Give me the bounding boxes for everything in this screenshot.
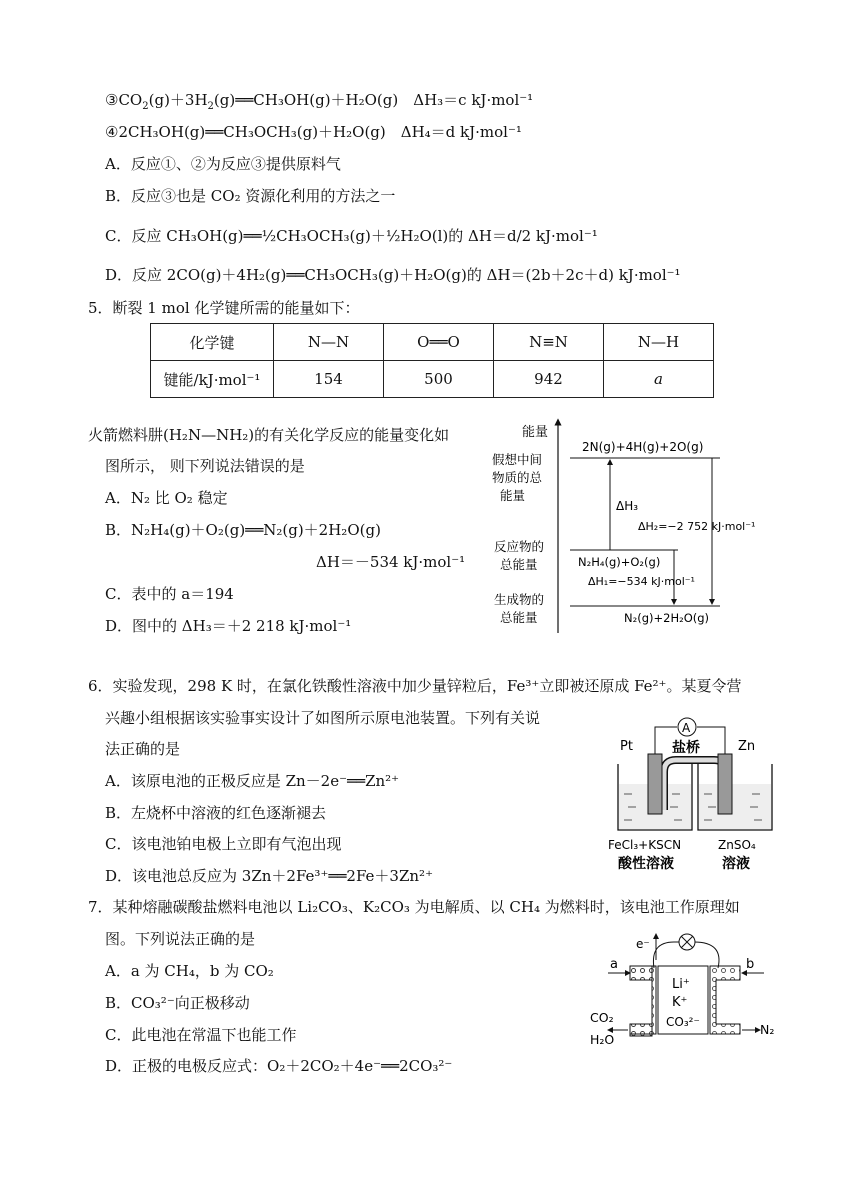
energy-axis-label: 能量 (522, 425, 549, 440)
cathode (710, 966, 740, 1034)
output-co2-label: CO₂ (590, 1010, 614, 1025)
q6-option-a: A．该原电池的正极反应是 Zn－2e⁻══Zn²⁺ (105, 772, 400, 790)
electron-label: e⁻ (636, 937, 650, 951)
external-wire-left (653, 942, 684, 968)
q5-option-b-dh: ΔH＝－534 kJ·mol⁻¹ (316, 553, 466, 571)
table-header-cell: N—N (274, 324, 384, 361)
table-cell: 500 (384, 361, 494, 398)
q5-option-d: D．图中的 ΔH₃＝＋2 218 kJ·mol⁻¹ (105, 617, 352, 635)
ion-li-label: Li⁺ (672, 977, 690, 992)
left-electrode-label: Pt (620, 739, 633, 754)
equation-3: $③CO_2(g)+3H_2(g)══CH_3OH(g)+H_2O(g)$ ΔH₃＝c kJ·mol⁻¹ (105, 91, 534, 112)
input-b-label: b (746, 957, 755, 972)
q5-option-a: A．N₂ 比 O₂ 稳定 (105, 489, 228, 507)
table-cell: 键能/kJ·mol⁻¹ (151, 361, 274, 398)
q5-option-b: B．N₂H₄(g)＋O₂(g)══N₂(g)＋2H₂O(g) (105, 521, 381, 539)
q7-option-d: D．正极的电极反应式：O₂＋2CO₂＋4e⁻══2CO₃²⁻ (105, 1057, 453, 1075)
pt-electrode (648, 754, 662, 814)
table-cell: 154 (274, 361, 384, 398)
mid-level-label-line2: 总能量 (500, 557, 538, 572)
q6-option-d: D．该电池总反应为 3Zn＋2Fe³⁺══2Fe＋3Zn²⁺ (105, 867, 433, 885)
q7-stem-line2: 图。下列说法正确的是 (105, 930, 256, 948)
right-electrode-label: Zn (738, 739, 756, 754)
top-level-label-line1: 假想中间 (492, 452, 543, 467)
bottom-level-label-line1: 生成物的 (494, 592, 545, 607)
energy-level-diagram (488, 418, 788, 638)
ammeter-label: A (682, 721, 691, 735)
top-level-label-line3: 能量 (500, 488, 526, 503)
top-level-species: 2N(g)+4H(g)+2O(g) (582, 440, 704, 454)
q6-stem-line3: 法正确的是 (105, 740, 181, 758)
input-a-label: a (610, 957, 618, 972)
q5-text-line2: 图所示， 则下列说法错误的是 (105, 457, 305, 475)
dh1-label: ΔH₁=−534 kJ·mol⁻¹ (588, 575, 695, 588)
zn-electrode (718, 754, 732, 814)
anode-outlet (630, 1024, 652, 1036)
table-row (151, 361, 714, 398)
q4-option-d: D．反应 2CO(g)＋4H₂(g)══CH₃OCH₃(g)＋H₂O(g)的 ΔH＝(2b＋2c＋d) kJ·mol⁻¹ (105, 266, 681, 284)
dh2-label: ΔH₂=−2 752 kJ·mol⁻¹ (638, 520, 756, 533)
q5-option-c: C．表中的 a＝194 (105, 585, 234, 603)
q4-option-c: C．反应 CH₃OH(g)══½CH₃OCH₃(g)＋½H₂O(l)的 ΔH＝d/2 kJ·mol⁻¹ (105, 227, 598, 245)
bottom-level-species: N₂(g)+2H₂O(g) (624, 611, 710, 625)
ion-carbonate-label: CO₃²⁻ (666, 1015, 700, 1029)
q6-option-b: B．左烧杯中溶液的红色逐渐褪去 (105, 804, 327, 822)
table-header-cell: O══O (384, 324, 494, 361)
q6-option-c: C．该电池铂电极上立即有气泡出现 (105, 835, 342, 853)
output-n2-label: N₂ (760, 1022, 775, 1037)
q7-option-b: B．CO₃²⁻向正极移动 (105, 994, 250, 1012)
q6-stem-line2: 兴趣小组根据该实验事实设计了如图所示原电池装置。下列有关说 (105, 709, 541, 727)
equation-4: ④2CH₃OH(g)══CH₃OCH₃(g)＋H₂O(g) ΔH₄＝d kJ·mol⁻¹ (105, 123, 522, 141)
galvanic-cell-diagram (600, 712, 790, 874)
q4-option-a: A．反应①、②为反应③提供原料气 (105, 155, 341, 173)
wire-right (697, 727, 725, 754)
right-solution-label-2: 溶液 (722, 856, 750, 872)
bond-energy-table (150, 323, 714, 398)
table-cell: a (604, 361, 714, 398)
right-solution-label-1: ZnSO₄ (718, 838, 756, 852)
top-level-label-line2: 物质的总 (492, 470, 543, 485)
table-header-cell: 化学键 (151, 324, 274, 361)
mid-level-species: N₂H₄(g)+O₂(g) (578, 555, 661, 569)
fuel-cell-diagram (584, 930, 780, 1052)
q7-option-c: C．此电池在常温下也能工作 (105, 1026, 297, 1044)
q4-option-b: B．反应③也是 CO₂ 资源化利用的方法之一 (105, 187, 396, 205)
table-header-cell: N≡N (494, 324, 604, 361)
external-wire-right (694, 942, 719, 968)
table-header-row (151, 324, 714, 361)
left-solution-label-1: FeCl₃+KSCN (608, 838, 682, 852)
bottom-level-label-line2: 总能量 (500, 610, 538, 625)
output-h2o-label: H₂O (590, 1032, 615, 1047)
salt-bridge-label: 盐桥 (672, 740, 700, 756)
q7-option-a: A．a 为 CH₄，b 为 CO₂ (105, 962, 274, 980)
mid-level-label-line1: 反应物的 (494, 539, 545, 554)
ion-k-label: K⁺ (672, 995, 688, 1010)
left-solution-label-2: 酸性溶液 (618, 856, 674, 872)
q7-stem-line1: 7．某种熔融碳酸盐燃料电池以 Li₂CO₃、K₂CO₃ 为电解质、以 CH₄ 为燃料时，该电池工作原理如 (88, 898, 740, 916)
q6-stem-line1: 6．实验发现，298 K 时，在氯化铁酸性溶液中加少量锌粒后，Fe³⁺立即被还原成 Fe²⁺。某夏令营 (88, 677, 742, 695)
q5-stem: 5．断裂 1 mol 化学键所需的能量如下： (88, 299, 360, 317)
dh3-label: ΔH₃ (616, 499, 639, 513)
table-header-cell: N—H (604, 324, 714, 361)
table-cell: 942 (494, 361, 604, 398)
q5-text-line1: 火箭燃料肼(H₂N—NH₂)的有关化学反应的能量变化如 (88, 426, 450, 444)
anode-inlet (630, 966, 652, 980)
